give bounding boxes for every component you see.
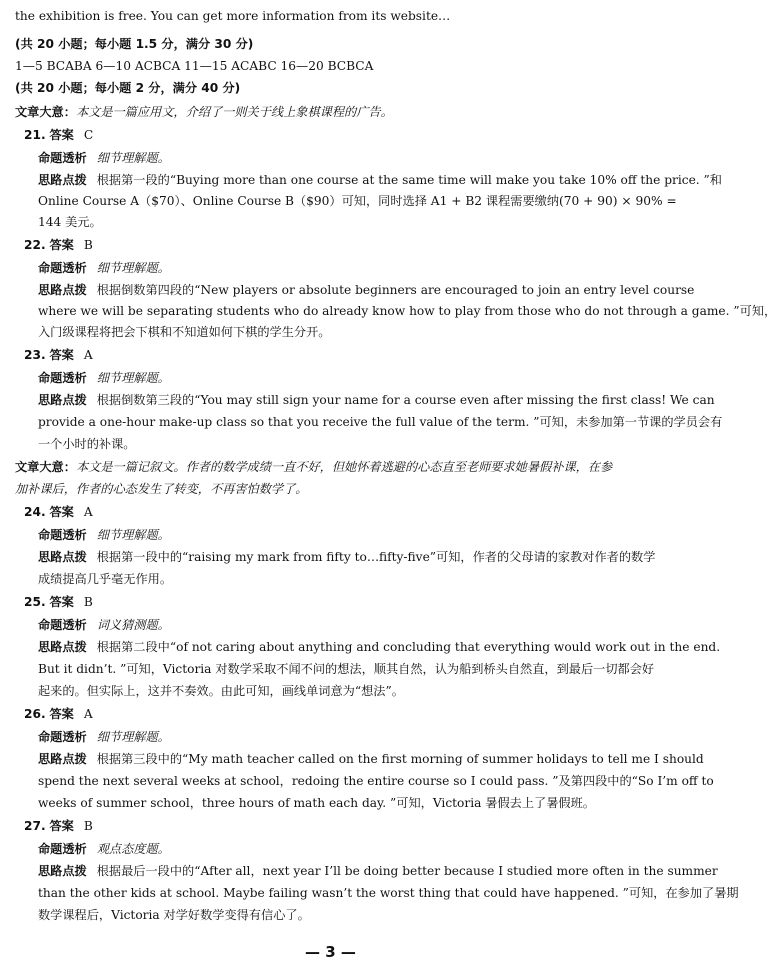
analysis-label: 命题透析	[38, 842, 87, 856]
answer-value: C	[83, 128, 94, 142]
summary-text: 本文是一篇记叙文。作者的数学成绩一直不好，但她怀着逃避的心态直至老师要求她暑假补课，在参	[75, 460, 613, 474]
answer-label: 答案	[49, 348, 74, 362]
answer-value: A	[83, 707, 93, 721]
q27-analysis	[38, 839, 646, 859]
thinking-text: 根据第一段的“Buying more than one course at the same time will make you take 10% off the price. ”和	[96, 173, 722, 187]
thinking-text: 根据第二段中“of not caring about anything and concluding that everything would work out in the end.	[96, 640, 721, 654]
analysis-text: 细节理解题。	[96, 730, 170, 744]
q21-thinking	[38, 170, 722, 190]
analysis-label: 命题透析	[38, 730, 87, 744]
q27-line2: than the other kids at school. Maybe failing wasn’t the worst thing that could have happened. ”可知，在参加了暑期	[38, 886, 739, 900]
q-number: 27.	[24, 819, 46, 833]
answer-label: 答案	[49, 595, 74, 609]
q21-line3: 144 美元。	[38, 215, 102, 229]
thinking-label: 思路点拨	[38, 640, 87, 654]
q22-analysis	[38, 258, 646, 278]
q-number: 24.	[24, 505, 46, 519]
q25-thinking	[38, 637, 721, 657]
intro-line: the exhibition is free. You can get more information from its website…	[15, 9, 451, 23]
q27-answer	[24, 816, 646, 836]
summary-label: 文章大意：	[15, 460, 76, 474]
q24-analysis	[38, 525, 646, 545]
q25-answer	[24, 592, 646, 612]
thinking-text: 根据倒数第四段的“New players or absolute beginners are encouraged to join an entry level course	[96, 283, 695, 297]
q23-thinking	[38, 390, 715, 410]
q23-analysis	[38, 368, 646, 388]
analysis-text: 细节理解题。	[96, 151, 170, 165]
passage-a-summary	[15, 102, 646, 122]
q24-thinking	[38, 547, 656, 567]
q21-answer	[24, 125, 646, 145]
analysis-text: 观点态度题。	[96, 842, 170, 856]
analysis-label: 命题透析	[38, 618, 87, 632]
analysis-text: 细节理解题。	[96, 261, 170, 275]
q22-line2: where we will be separating students who do already know how to play from those who do not through a game. ”可知，	[38, 304, 776, 318]
q21-analysis	[38, 148, 646, 168]
q-number: 23.	[24, 348, 46, 362]
q-number: 25.	[24, 595, 46, 609]
q26-line3: weeks of summer school，three hours of math each day. ”可知，Victoria 暑假去上了暑假班。	[38, 796, 595, 810]
summary-label: 文章大意：	[15, 105, 76, 119]
q23-line3: 一个小时的补课。	[38, 437, 136, 451]
q25-line2: But it didn’t. ”可知，Victoria 对数学采取不闻不问的想法，顺其自然，认为船到桥头自然直，到最后一切都会好	[38, 662, 655, 676]
analysis-text: 词义猜测题。	[96, 618, 170, 632]
answer-label: 答案	[49, 238, 74, 252]
section1-answers: 1—5 BCABA 6—10 ACBCA 11—15 ACABC 16—20 BCBCA	[15, 59, 374, 73]
answer-label: 答案	[49, 505, 74, 519]
thinking-text: 根据最后一段中的“After all，next year I’ll be doing better because I studied more often in the summer	[96, 864, 718, 878]
q27-thinking	[38, 861, 718, 881]
q-number: 22.	[24, 238, 46, 252]
analysis-label: 命题透析	[38, 151, 87, 165]
answer-value: A	[83, 505, 93, 519]
q22-line3: 入门级课程将把会下棋和不知道如何下棋的学生分开。	[38, 325, 331, 339]
thinking-label: 思路点拨	[38, 864, 87, 878]
answer-value: B	[83, 819, 93, 833]
thinking-label: 思路点拨	[38, 393, 87, 407]
thinking-label: 思路点拨	[38, 283, 87, 297]
analysis-label: 命题透析	[38, 261, 87, 275]
thinking-text: 根据第三段中的“My math teacher called on the first morning of summer holidays to tell me I should	[96, 752, 704, 766]
q27-line3: 数学课程后，Victoria 对学好数学变得有信心了。	[38, 908, 310, 922]
summary-text: 本文是一篇应用文，介绍了一则关于线上象棋课程的广告。	[75, 105, 393, 119]
thinking-label: 思路点拨	[38, 173, 87, 187]
answer-value: B	[83, 238, 93, 252]
passage-b-summary-cont: 加补课后，作者的心态发生了转变，不再害怕数学了。	[15, 482, 308, 496]
section1-header: (共 20 小题；每小题 1.5 分，满分 30 分)	[15, 37, 254, 51]
q25-analysis	[38, 615, 646, 635]
q26-answer	[24, 704, 646, 724]
page-number: — 3 —	[305, 943, 356, 961]
q23-answer	[24, 345, 646, 365]
section2-header: (共 20 小题；每小题 2 分，满分 40 分)	[15, 81, 241, 95]
thinking-text: 根据第一段中的“raising my mark from fifty to…fifty-five”可知，作者的父母请的家教对作者的数学	[96, 550, 656, 564]
thinking-label: 思路点拨	[38, 752, 87, 766]
answer-value: B	[83, 595, 93, 609]
answer-value: A	[83, 348, 93, 362]
q23-line2: provide a one-hour make-up class so that you receive the full value of the term. ”可知，未参加第一节课的学员会有	[38, 415, 723, 429]
passage-b-summary	[15, 457, 646, 477]
q22-answer	[24, 235, 646, 255]
analysis-text: 细节理解题。	[96, 528, 170, 542]
q25-line3: 起来的。但实际上，这并不奏效。由此可知，画线单词意为“想法”。	[38, 684, 404, 698]
q-number: 21.	[24, 128, 46, 142]
q21-line2: Online Course A（$70）、Online Course B（$90）可知，同时选择 A1 + B2 课程需要缴纳(70 + 90) × 90% =	[38, 194, 677, 208]
thinking-text: 根据倒数第三段的“You may still sign your name for a course even after missing the first class! We can	[96, 393, 715, 407]
q26-line2: spend the next several weeks at school，redoing the entire course so I could pass. ”及第四段中的“So I’m off to	[38, 774, 714, 788]
analysis-label: 命题透析	[38, 528, 87, 542]
analysis-label: 命题透析	[38, 371, 87, 385]
thinking-label: 思路点拨	[38, 550, 87, 564]
q26-analysis	[38, 727, 646, 747]
q-number: 26.	[24, 707, 46, 721]
answer-label: 答案	[49, 128, 74, 142]
q22-thinking	[38, 280, 695, 300]
q24-answer	[24, 502, 646, 522]
q24-line2: 成绩提高几乎毫无作用。	[38, 572, 173, 586]
analysis-text: 细节理解题。	[96, 371, 170, 385]
answer-label: 答案	[49, 819, 74, 833]
answer-label: 答案	[49, 707, 74, 721]
q26-thinking	[38, 749, 704, 769]
